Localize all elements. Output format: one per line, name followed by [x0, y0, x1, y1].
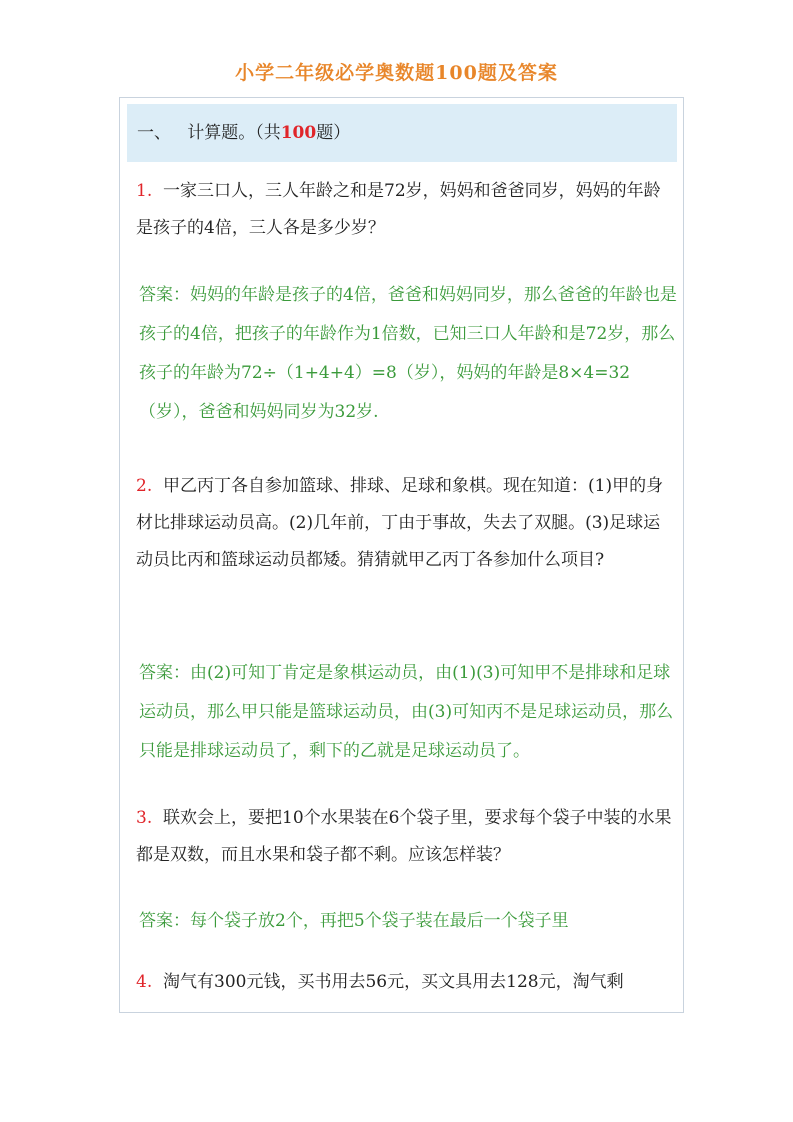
question-2: [136, 468, 676, 579]
section-label: 计算题。（共: [187, 123, 281, 143]
section-suffix: 题）: [316, 123, 351, 143]
question-1: [136, 173, 676, 247]
answer-1: 答案：妈妈的年龄是孩子的4倍，爸爸和妈妈同岁，那么爸爸的年龄也是孩子的4倍，把孩子的年龄作为1倍数，已知三口人年龄和是72岁，那么孩子的年龄为72÷（1+4+4）=8（岁），妈妈的年龄是8×4=32（岁），爸爸和妈妈同岁为32岁.: [139, 285, 677, 422]
question-text: 一家三口人，三人年龄之和是72岁，妈妈和爸爸同岁，妈妈的年龄是孩子的4倍，三人各是多少岁？: [136, 181, 661, 238]
question-text: 淘气有300元钱，买书用去56元，买文具用去128元，淘气剩: [163, 972, 624, 992]
document-title: 小学二年级必学奥数题100题及答案: [235, 62, 558, 84]
content-box: [119, 97, 684, 1013]
question-number: 3.: [136, 808, 153, 828]
question-number: 1.: [136, 181, 153, 201]
question-4: [136, 964, 676, 1001]
answer-2: 答案：由(2)可知丁肯定是象棋运动员，由(1)(3)可知甲不是排球和足球运动员，那么甲只能是篮球运动员，由(3)可知丙不是足球运动员，那么只能是排球运动员了，剩下的乙就是足球运动员了。: [139, 663, 674, 761]
question-text: 甲乙丙丁各自参加篮球、排球、足球和象棋。现在知道：(1)甲的身材比排球运动员高。(2)几年前，丁由于事故，失去了双腿。(3)足球运动员比丙和篮球运动员都矮。猜猜就甲乙丙丁各参加什么项目?: [136, 476, 664, 570]
section-count: 100: [280, 123, 317, 143]
question-number: 4.: [136, 972, 153, 992]
answer-3: 答案：每个袋子放2个，再把5个袋子装在最后一个袋子里: [139, 911, 569, 931]
section-header: [127, 104, 677, 162]
question-text: 联欢会上，要把10个水果装在6个袋子里，要求每个袋子中装的水果都是双数，而且水果和袋子都不剩。应该怎样装？: [136, 808, 672, 865]
section-prefix: 一、: [137, 123, 171, 143]
question-3: [136, 800, 676, 874]
question-number: 2.: [136, 476, 153, 496]
